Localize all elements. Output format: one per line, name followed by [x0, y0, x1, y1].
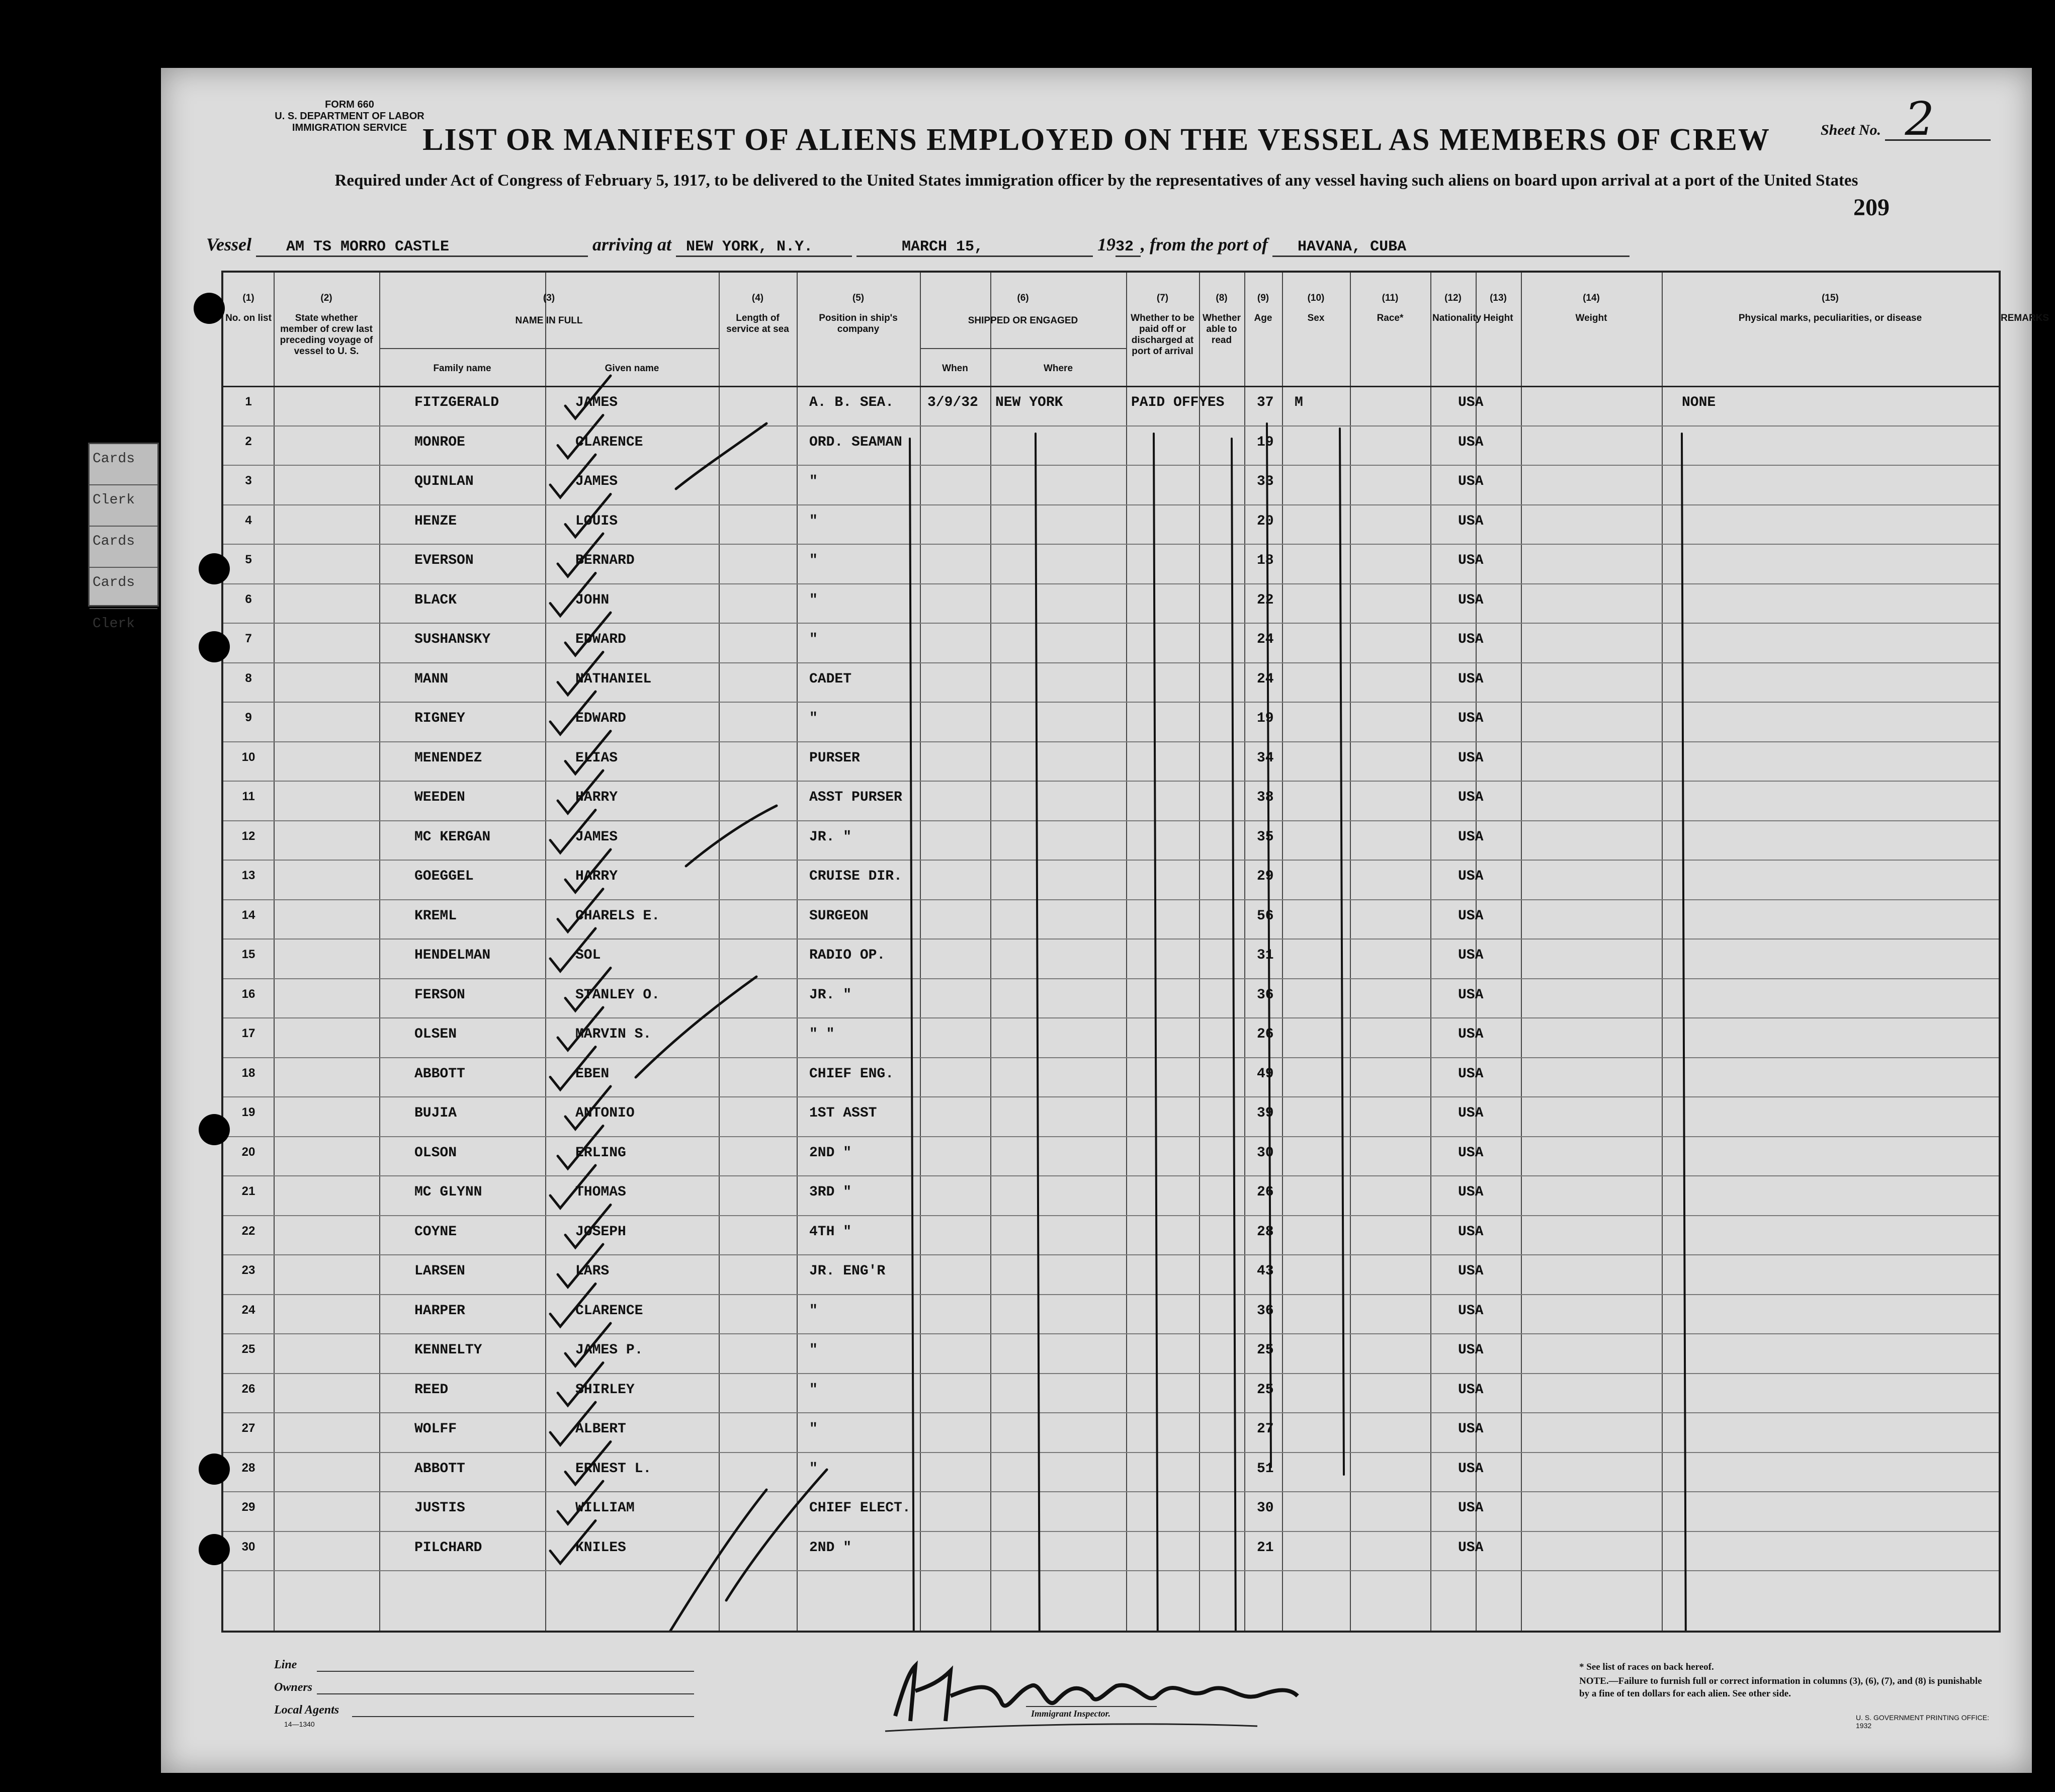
- cell-family: WEEDEN: [414, 790, 465, 805]
- column-heading: Sex: [1307, 313, 1325, 323]
- cell-age: 20: [1257, 513, 1274, 529]
- cell-family: QUINLAN: [414, 474, 474, 489]
- row-number: 15: [241, 948, 255, 961]
- table-row: [223, 702, 1999, 741]
- cell-position: ": [809, 592, 818, 608]
- cell-family: MC KERGAN: [414, 829, 491, 845]
- cell-given: ELIAS: [575, 750, 618, 766]
- signature-line: [1026, 1706, 1157, 1707]
- column-heading: REMARKS: [2001, 313, 2049, 323]
- cell-age: 36: [1257, 987, 1274, 1003]
- cell-age: 38: [1257, 790, 1274, 805]
- sheet-number: 2: [1885, 99, 1991, 141]
- row-number: 19: [241, 1105, 255, 1119]
- cell-age: 19: [1257, 711, 1274, 726]
- punch-hole: [199, 553, 230, 584]
- row-number: 2: [245, 434, 252, 448]
- column-number: (10): [1307, 293, 1325, 303]
- cell-nationality: USA: [1458, 948, 1484, 963]
- cell-family: EVERSON: [414, 553, 474, 568]
- cell-position: PURSER: [809, 750, 860, 766]
- cell-nationality: USA: [1458, 1105, 1484, 1121]
- cell-family: SUSHANSKY: [414, 632, 491, 647]
- cell-given: JAMES: [575, 829, 618, 845]
- cell-nationality: USA: [1458, 1461, 1484, 1477]
- cell-age: 24: [1257, 671, 1274, 687]
- cell-age: 34: [1257, 750, 1274, 766]
- column-heading: Age: [1254, 313, 1272, 323]
- row-number: 22: [241, 1224, 255, 1238]
- table-row: [223, 465, 1999, 504]
- cell-age: 27: [1257, 1421, 1274, 1437]
- cell-nationality: USA: [1458, 1342, 1484, 1358]
- form-code: 14—1340: [284, 1720, 315, 1728]
- printing-office: U. S. GOVERNMENT PRINTING OFFICE: 1932: [1856, 1714, 1989, 1730]
- file-number: 209: [1853, 194, 1890, 221]
- column-subheading: Family name: [433, 363, 491, 374]
- column-subheading: When: [942, 363, 968, 374]
- cell-family: BLACK: [414, 592, 457, 608]
- column-heading: NAME IN FULL: [515, 315, 583, 326]
- cell-age: 26: [1257, 1184, 1274, 1200]
- column-number: (3): [543, 293, 555, 303]
- column-number: (4): [751, 293, 764, 303]
- owners-label: Owners: [274, 1681, 313, 1694]
- inspector-signature: [875, 1651, 1428, 1741]
- sheet-label: Sheet No.: [1821, 122, 1881, 138]
- table-row: [223, 662, 1999, 702]
- table-row: [223, 1136, 1999, 1176]
- cell-age: 28: [1257, 1224, 1274, 1240]
- cell-family: REED: [414, 1382, 449, 1398]
- row-number: 17: [241, 1027, 255, 1040]
- document-subtitle: Required under Act of Congress of February 5, 1917, to be delivered to the United States immigration officer by the representatives of any vessel having such aliens on board upon arrival at a port of the United States: [334, 172, 1858, 190]
- cell-given: NATHANIEL: [575, 671, 652, 687]
- race-note: * See list of races on back hereof.: [1579, 1662, 1714, 1672]
- cell-position: ": [809, 513, 818, 529]
- cell-family: MC GLYNN: [414, 1184, 482, 1200]
- cell-given: HARRY: [575, 869, 618, 884]
- cell-age: 39: [1257, 1105, 1274, 1121]
- cell-position: CADET: [809, 671, 852, 687]
- clip-label: Clerk: [90, 485, 157, 527]
- table-row: [223, 781, 1999, 820]
- cell-nationality: USA: [1458, 1027, 1484, 1042]
- cell-family: RIGNEY: [414, 711, 465, 726]
- cell-position: " ": [809, 1027, 835, 1042]
- row-number: 18: [241, 1066, 255, 1080]
- cell-nationality: USA: [1458, 829, 1484, 845]
- row-number: 3: [245, 474, 252, 487]
- row-number: 26: [241, 1382, 255, 1396]
- cell-given: ERLING: [575, 1145, 626, 1161]
- table-row: [223, 1333, 1999, 1373]
- row-rule: [223, 1570, 1999, 1571]
- cell-family: LARSEN: [414, 1263, 465, 1279]
- column-heading: Whether to be paid off or discharged at port of arrival: [1131, 313, 1194, 357]
- crew-table: [221, 271, 2049, 1633]
- cell-nationality: USA: [1458, 553, 1484, 568]
- punch-hole: [199, 1534, 230, 1565]
- cell-given: JOSEPH: [575, 1224, 626, 1240]
- table-row: [223, 425, 1999, 465]
- row-number: 21: [241, 1184, 255, 1198]
- form-number: FORM 660: [325, 99, 374, 110]
- cell-nationality: USA: [1458, 632, 1484, 647]
- table-row: [223, 1215, 1999, 1255]
- cell-position: ": [809, 553, 818, 568]
- cell-family: MONROE: [414, 434, 465, 450]
- cell-age: 56: [1257, 908, 1274, 924]
- cell-position: JR. ": [809, 987, 852, 1003]
- row-number: 6: [245, 592, 252, 606]
- cell-position: SURGEON: [809, 908, 869, 924]
- table-row: [223, 1531, 1999, 1571]
- row-number: 27: [241, 1421, 255, 1435]
- column-heading: SHIPPED OR ENGAGED: [968, 315, 1078, 326]
- column-heading: Whether able to read: [1203, 313, 1241, 346]
- vessel-label: Vessel: [206, 234, 251, 254]
- column-number: (2): [320, 293, 332, 303]
- cell-given: EBEN: [575, 1066, 610, 1082]
- arriving-label: arriving at: [592, 234, 672, 254]
- column-number: (8): [1216, 293, 1228, 303]
- cell-family: COYNE: [414, 1224, 457, 1240]
- cell-nationality: USA: [1458, 711, 1484, 726]
- local-agents-field: [352, 1716, 694, 1717]
- subheading-rule: [920, 348, 1126, 349]
- row-number: 24: [241, 1303, 255, 1317]
- departure-port: HAVANA, CUBA: [1272, 238, 1630, 257]
- clip-label: Cards: [90, 568, 157, 609]
- cell-given: CLARENCE: [575, 1303, 643, 1319]
- punch-hole: [199, 1454, 230, 1485]
- cell-age: 30: [1257, 1500, 1274, 1516]
- column-heading: Nationality: [1432, 313, 1482, 323]
- cell-given: JAMES: [575, 474, 618, 489]
- row-number: 28: [241, 1461, 255, 1475]
- column-number: (12): [1444, 293, 1462, 303]
- column-number: (5): [852, 293, 865, 303]
- line-field: [317, 1671, 694, 1672]
- cell-position: CHIEF ENG.: [809, 1066, 894, 1082]
- cell-nationality: USA: [1458, 671, 1484, 687]
- cell-given: JAMES: [575, 395, 618, 410]
- column-heading: Length of service at sea: [726, 313, 789, 334]
- column-number: (9): [1257, 293, 1269, 303]
- row-number: 10: [241, 750, 255, 764]
- column-number: (11): [1382, 293, 1399, 303]
- cell-position: 4TH ": [809, 1224, 852, 1240]
- row-number: 5: [245, 553, 252, 566]
- row-number: 8: [245, 671, 252, 685]
- table-row: [223, 544, 1999, 583]
- cell-age: 21: [1257, 1540, 1274, 1556]
- cell-given: CHARELS E.: [575, 908, 660, 924]
- arrival-date: MARCH 15,: [857, 238, 1093, 257]
- cell-position: 2ND ": [809, 1540, 852, 1556]
- cell-read: YES: [1199, 395, 1225, 410]
- cell-nationality: USA: [1458, 1224, 1484, 1240]
- line-label: Line: [274, 1658, 297, 1671]
- cell-given: ANTONIO: [575, 1105, 635, 1121]
- clip-label: Clerk: [93, 616, 135, 632]
- table-row: [223, 1096, 1999, 1136]
- cell-nationality: USA: [1458, 474, 1484, 489]
- cell-nationality: USA: [1458, 1184, 1484, 1200]
- cell-given: EDWARD: [575, 711, 626, 726]
- row-number: 20: [241, 1145, 255, 1159]
- column-heading: Physical marks, peculiarities, or disease: [1738, 313, 1922, 323]
- row-number: 25: [241, 1342, 255, 1356]
- cell-when: 3/9/32: [927, 395, 978, 410]
- cell-position: 3RD ": [809, 1184, 852, 1200]
- column-subheading: Given name: [605, 363, 659, 374]
- clip-label: Cards: [90, 444, 157, 485]
- cell-given: LOUIS: [575, 513, 618, 529]
- table-row: [223, 583, 1999, 623]
- cell-family: MANN: [414, 671, 449, 687]
- cell-nationality: USA: [1458, 1066, 1484, 1082]
- table-row: [223, 1491, 1999, 1531]
- punch-hole: [199, 1114, 230, 1145]
- cell-family: FITZGERALD: [414, 395, 499, 410]
- cell-position: ASST PURSER: [809, 790, 902, 805]
- row-number: 13: [241, 869, 255, 882]
- cell-given: BERNARD: [575, 553, 635, 568]
- cell-given: EDWARD: [575, 632, 626, 647]
- row-number: 30: [241, 1540, 255, 1554]
- from-port-label: from the port of: [1150, 234, 1268, 254]
- cell-paid: PAID OFF: [1131, 395, 1199, 410]
- column-number: (6): [1017, 293, 1029, 303]
- cell-nationality: USA: [1458, 869, 1484, 884]
- row-number: 14: [241, 908, 255, 922]
- cell-position: CRUISE DIR.: [809, 869, 902, 884]
- column-heading: No. on list: [225, 313, 272, 323]
- cell-family: HENDELMAN: [414, 948, 491, 963]
- cell-given: KNILES: [575, 1540, 626, 1556]
- cell-family: ABBOTT: [414, 1461, 465, 1477]
- column-heading: Weight: [1575, 313, 1607, 323]
- side-clip-strip: [88, 443, 159, 632]
- column-heading: State whether member of crew last preceding voyage of vessel to U. S.: [280, 313, 373, 357]
- cell-family: KREML: [414, 908, 457, 924]
- row-number: 7: [245, 632, 252, 645]
- cell-given: HARRY: [575, 790, 618, 805]
- cell-position: JR. ENG'R: [809, 1263, 886, 1279]
- cell-position: 1ST ASST: [809, 1105, 877, 1121]
- cell-age: 26: [1257, 1027, 1274, 1042]
- column-number: (14): [1583, 293, 1600, 303]
- cell-position: A. B. SEA.: [809, 395, 894, 410]
- cell-position: ": [809, 1342, 818, 1358]
- cell-age: 49: [1257, 1066, 1274, 1082]
- cell-given: WILLIAM: [575, 1500, 635, 1516]
- service-name: IMMIGRATION SERVICE: [292, 122, 407, 133]
- cell-age: 43: [1257, 1263, 1274, 1279]
- cell-age: 25: [1257, 1342, 1274, 1358]
- cell-nationality: USA: [1458, 1145, 1484, 1161]
- cell-position: ORD. SEAMAN: [809, 434, 902, 450]
- cell-family: BUJIA: [414, 1105, 457, 1121]
- row-number: 11: [242, 790, 255, 803]
- cell-family: JUSTIS: [414, 1500, 465, 1516]
- cell-age: 30: [1257, 1145, 1274, 1161]
- cell-age: 37: [1257, 395, 1274, 410]
- cell-nationality: USA: [1458, 434, 1484, 450]
- column-number: (7): [1156, 293, 1169, 303]
- cell-position: ": [809, 711, 818, 726]
- cell-nationality: USA: [1458, 395, 1484, 410]
- cell-nationality: USA: [1458, 790, 1484, 805]
- column-heading: Race*: [1377, 313, 1404, 323]
- cell-position: ": [809, 1303, 818, 1319]
- owners-field: [317, 1693, 694, 1694]
- cell-nationality: USA: [1458, 1540, 1484, 1556]
- cell-family: FERSON: [414, 987, 465, 1003]
- cell-nationality: USA: [1458, 592, 1484, 608]
- column-number: (13): [1490, 293, 1507, 303]
- row-number: 4: [245, 513, 252, 527]
- cell-given: ERNEST L.: [575, 1461, 652, 1477]
- column-heading: Position in ship's company: [819, 313, 898, 334]
- local-agents-label: Local Agents: [274, 1703, 339, 1717]
- cell-family: KENNELTY: [414, 1342, 482, 1358]
- vessel-line: Vessel AM TS MORRO CASTLE arriving at NEW YORK, N.Y. MARCH 15, 1932 , from the port of HAVANA, CUBA: [206, 234, 1630, 257]
- column-subheading: Where: [1043, 363, 1073, 374]
- cell-age: 35: [1257, 829, 1274, 845]
- cell-age: 51: [1257, 1461, 1274, 1477]
- cell-family: WOLFF: [414, 1421, 457, 1437]
- cell-age: 33: [1257, 474, 1274, 489]
- punch-hole: [194, 293, 225, 324]
- row-number: 23: [241, 1263, 255, 1277]
- cell-age: 19: [1257, 434, 1274, 450]
- row-number: 16: [241, 987, 255, 1001]
- cell-age: 36: [1257, 1303, 1274, 1319]
- cell-nationality: USA: [1458, 513, 1484, 529]
- cell-position: ": [809, 474, 818, 489]
- cell-age: 25: [1257, 1382, 1274, 1398]
- cell-nationality: USA: [1458, 1303, 1484, 1319]
- cell-age: 24: [1257, 632, 1274, 647]
- table-row: [223, 1412, 1999, 1452]
- punch-hole: [199, 631, 230, 662]
- table-row: [223, 860, 1999, 899]
- cell-given: ALBERT: [575, 1421, 626, 1437]
- vessel-name: AM TS MORRO CASTLE: [256, 238, 588, 257]
- year-suffix: 32: [1116, 238, 1141, 257]
- year-prefix: 19: [1097, 234, 1116, 254]
- table-row: [223, 1373, 1999, 1413]
- cell-age: 31: [1257, 948, 1274, 963]
- cell-given: MARVIN S.: [575, 1027, 652, 1042]
- arrival-port: NEW YORK, N.Y.: [676, 238, 852, 257]
- cell-family: GOEGGEL: [414, 869, 474, 884]
- table-row: [223, 1294, 1999, 1334]
- cell-given: LARS: [575, 1263, 610, 1279]
- column-number: (15): [1822, 293, 1839, 303]
- cell-age: 18: [1257, 553, 1274, 568]
- cell-position: ": [809, 632, 818, 647]
- cell-position: ": [809, 1421, 818, 1437]
- cell-nationality: USA: [1458, 1500, 1484, 1516]
- cell-nationality: USA: [1458, 1421, 1484, 1437]
- manifest-sheet: [161, 68, 2049, 1773]
- cell-nationality: USA: [1458, 1382, 1484, 1398]
- cell-nationality: USA: [1458, 908, 1484, 924]
- cell-position: ": [809, 1382, 818, 1398]
- cell-age: 22: [1257, 592, 1274, 608]
- document-title: LIST OR MANIFEST OF ALIENS EMPLOYED ON THE VESSEL AS MEMBERS OF CREW: [422, 123, 1770, 157]
- penalty-note: NOTE.—Failure to furnish full or correct information in columns (3), (6), (7), and (8) is punishable by a fine of ten dollars for each alien. See other side.: [1579, 1676, 1982, 1699]
- cell-given: SHIRLEY: [575, 1382, 635, 1398]
- table-row: [223, 1254, 1999, 1294]
- table-row: [223, 741, 1999, 781]
- cell-nationality: USA: [1458, 750, 1484, 766]
- cell-family: HARPER: [414, 1303, 465, 1319]
- cell-given: CLARENCE: [575, 434, 643, 450]
- department-name: U. S. DEPARTMENT OF LABOR: [275, 111, 424, 122]
- column-number: (1): [242, 293, 254, 303]
- table-row: [223, 899, 1999, 939]
- cell-given: SOL: [575, 948, 601, 963]
- table-row: [223, 1175, 1999, 1215]
- table-row: [223, 1057, 1999, 1097]
- cell-position: JR. ": [809, 829, 852, 845]
- cell-position: 2ND ": [809, 1145, 852, 1161]
- cell-family: PILCHARD: [414, 1540, 482, 1556]
- row-number: 9: [245, 711, 252, 724]
- table-row: [223, 1452, 1999, 1492]
- cell-given: JAMES P.: [575, 1342, 643, 1358]
- cell-sex: M: [1295, 395, 1303, 410]
- row-number: 29: [241, 1500, 255, 1514]
- cell-family: OLSON: [414, 1145, 457, 1161]
- cell-family: HENZE: [414, 513, 457, 529]
- cell-nationality: USA: [1458, 987, 1484, 1003]
- cell-given: JOHN: [575, 592, 610, 608]
- manifest-footer: [221, 1631, 1997, 1769]
- column-heading: Height: [1483, 313, 1513, 323]
- cell-given: THOMAS: [575, 1184, 626, 1200]
- cell-where: NEW YORK: [995, 395, 1063, 410]
- cell-family: OLSEN: [414, 1027, 457, 1042]
- cell-position: CHIEF ELECT.: [809, 1500, 911, 1516]
- cell-given: STANLEY O.: [575, 987, 660, 1003]
- cell-nationality: USA: [1458, 1263, 1484, 1279]
- cell-age: 29: [1257, 869, 1274, 884]
- row-number: 1: [245, 395, 252, 408]
- table-row: [223, 504, 1999, 544]
- cell-family: ABBOTT: [414, 1066, 465, 1082]
- table-row: [223, 1017, 1999, 1057]
- row-number: 12: [241, 829, 255, 843]
- signature-caption: Immigrant Inspector.: [1031, 1709, 1111, 1719]
- table-row: [223, 978, 1999, 1018]
- clip-label: Cards: [90, 527, 157, 568]
- subheading-rule: [379, 348, 719, 349]
- cell-position: RADIO OP.: [809, 948, 886, 963]
- cell-marks: NONE: [1682, 395, 1716, 410]
- cell-position: ": [809, 1461, 818, 1477]
- cell-family: MENENDEZ: [414, 750, 482, 766]
